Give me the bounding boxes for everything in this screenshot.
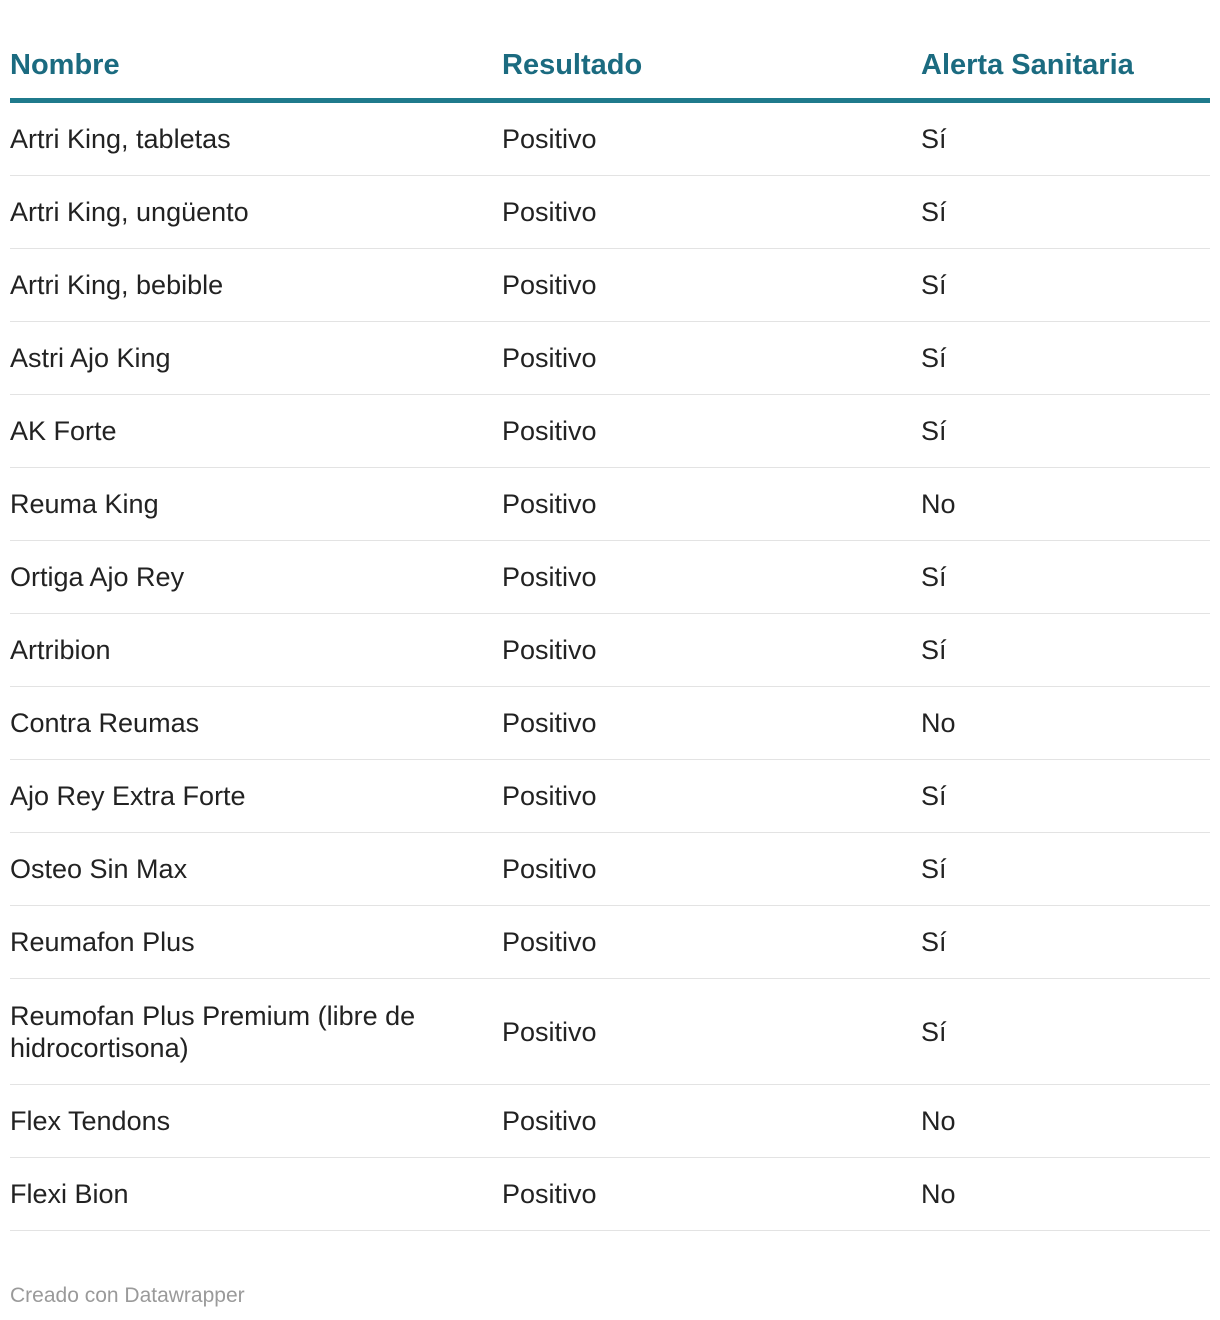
cell-alerta-sanitaria: Sí <box>921 562 947 592</box>
cell-resultado: Positivo <box>502 562 597 592</box>
cell-alerta-sanitaria: No <box>921 1106 956 1136</box>
cell-nombre: Osteo Sin Max <box>10 854 188 884</box>
table-row <box>10 1085 1210 1158</box>
cell-nombre: Reumafon Plus <box>10 927 195 957</box>
cell-resultado: Positivo <box>502 489 597 519</box>
cell-resultado: Positivo <box>502 635 597 665</box>
table-row <box>10 614 1210 687</box>
cell-nombre: Artribion <box>10 635 111 665</box>
table-row <box>10 979 1210 1085</box>
table-row <box>10 395 1210 468</box>
cell-alerta-sanitaria: No <box>921 1179 956 1209</box>
cell-nombre: Contra Reumas <box>10 708 200 738</box>
cell-nombre: Flexi Bion <box>10 1179 129 1209</box>
cell-alerta-sanitaria: Sí <box>921 1016 947 1047</box>
cell-nombre: Reuma King <box>10 489 159 519</box>
cell-resultado: Positivo <box>502 854 597 884</box>
data-table <box>10 0 1210 1231</box>
column-header-alerta-sanitaria[interactable]: Alerta Sanitaria <box>921 49 1134 81</box>
table-row <box>10 103 1210 176</box>
column-header-resultado[interactable]: Resultado <box>502 49 643 81</box>
table-row <box>10 249 1210 322</box>
table-row <box>10 906 1210 979</box>
footer-credit[interactable]: Creado con Datawrapper <box>10 1284 245 1307</box>
cell-nombre: Reumofan Plus Premium (libre de hidrocortisona) <box>10 1000 416 1063</box>
cell-nombre: AK Forte <box>10 416 117 446</box>
cell-resultado: Positivo <box>502 197 597 227</box>
cell-resultado: Positivo <box>502 781 597 811</box>
cell-resultado: Positivo <box>502 1016 597 1047</box>
table-row <box>10 687 1210 760</box>
cell-resultado: Positivo <box>502 416 597 446</box>
cell-resultado: Positivo <box>502 124 597 154</box>
table-row <box>10 1158 1210 1231</box>
cell-alerta-sanitaria: Sí <box>921 781 947 811</box>
cell-resultado: Positivo <box>502 1179 597 1209</box>
cell-alerta-sanitaria: Sí <box>921 270 947 300</box>
cell-resultado: Positivo <box>502 1106 597 1136</box>
table-row <box>10 760 1210 833</box>
cell-alerta-sanitaria: Sí <box>921 854 947 884</box>
table-row <box>10 833 1210 906</box>
cell-nombre: Artri King, ungüento <box>10 197 249 227</box>
cell-nombre: Flex Tendons <box>10 1106 171 1136</box>
cell-resultado: Positivo <box>502 270 597 300</box>
table-row <box>10 176 1210 249</box>
column-header-nombre[interactable]: Nombre <box>10 49 120 81</box>
cell-resultado: Positivo <box>502 708 597 738</box>
table-row <box>10 468 1210 541</box>
table-header <box>10 0 1210 103</box>
cell-nombre: Ortiga Ajo Rey <box>10 562 185 592</box>
cell-alerta-sanitaria: Sí <box>921 343 947 373</box>
cell-nombre: Artri King, bebible <box>10 270 224 300</box>
cell-alerta-sanitaria: No <box>921 708 956 738</box>
table-body <box>10 103 1210 1231</box>
cell-alerta-sanitaria: Sí <box>921 927 947 957</box>
cell-alerta-sanitaria: Sí <box>921 197 947 227</box>
cell-alerta-sanitaria: Sí <box>921 124 947 154</box>
cell-resultado: Positivo <box>502 343 597 373</box>
cell-nombre: Artri King, tabletas <box>10 124 231 154</box>
table-row <box>10 322 1210 395</box>
table-row <box>10 541 1210 614</box>
cell-nombre: Astri Ajo King <box>10 343 171 373</box>
cell-resultado: Positivo <box>502 927 597 957</box>
cell-alerta-sanitaria: Sí <box>921 416 947 446</box>
cell-alerta-sanitaria: Sí <box>921 635 947 665</box>
cell-alerta-sanitaria: No <box>921 489 956 519</box>
cell-nombre: Ajo Rey Extra Forte <box>10 781 246 811</box>
